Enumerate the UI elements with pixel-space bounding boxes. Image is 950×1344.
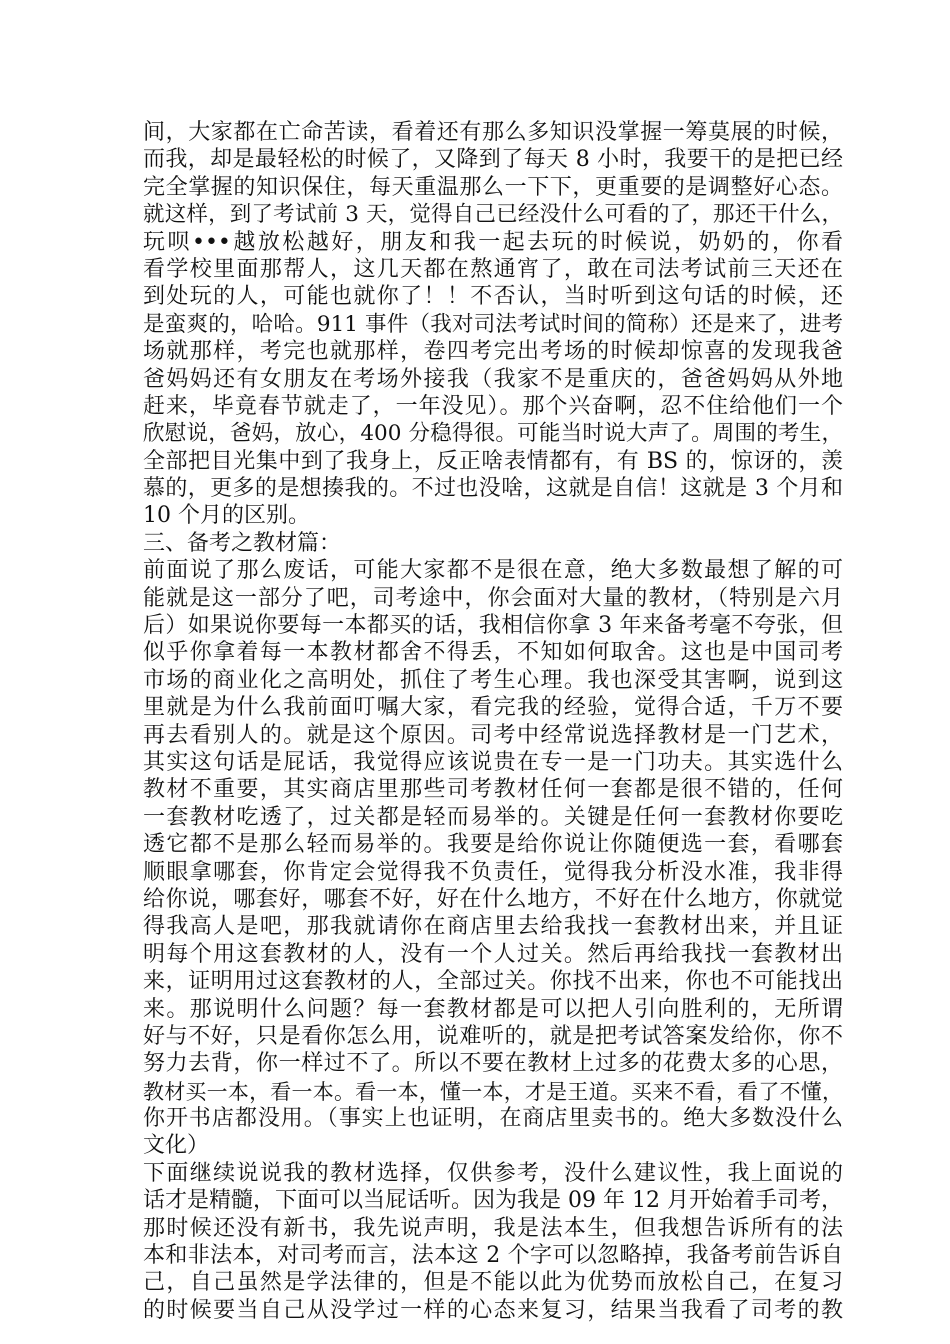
text-line: 给你说，哪套好，哪套不好，好在什么地方，不好在什么地方，你就觉 [143,886,843,912]
text-line: 透它都不是那么轻而易举的。我要是给你说让你随便选一套，看哪套 [143,832,843,858]
text-line: 下面继续说说我的教材选择，仅供参考，没什么建议性，我上面说的 [143,1160,843,1186]
text-line: 完全掌握的知识保住，每天重温那么一下下，更重要的是调整好心态。 [143,174,843,200]
text-line: 一套教材吃透了，过关都是轻而易举的。关键是任何一套教材你要吃 [143,804,843,830]
text-line: 赶来，毕竟春节就走了，一年没见）。那个兴奋啊，忍不住给他们一个 [143,393,843,419]
text-line: 来，证明用过这套教材的人，全部过关。你找不出来，你也不可能找出 [143,969,843,995]
text-line: 全部把目光集中到了我身上，反正啥表情都有，有 BS 的，惊讶的，羡 [143,448,843,474]
text-line: 教材不重要，其实商店里那些司考教材任何一套都是很不错的，任何 [143,777,843,803]
text-line: 就这样，到了考试前 3 天，觉得自己已经没什么可看的了，那还干什么， [143,202,843,228]
text-line: 你开书店都没用。（事实上也证明，在商店里卖书的。绝大多数没什么 [143,1106,843,1132]
text-line: 文化） [143,1133,210,1159]
text-line: 是蛮爽的，哈哈。911 事件（我对司法考试时间的简称）还是来了，进考 [143,311,843,337]
text-line: 到处玩的人，可能也就你了！！不否认，当时听到这句话的时候，还 [143,284,843,310]
text-line: 教材买一本，看一本。看一本，懂一本，才是王道。买来不看，看了不懂， [143,1078,843,1104]
text-line: 欣慰说，爸妈，放心，400 分稳得很。可能当时说大声了。周围的考生， [143,421,843,447]
text-line: 市场的商业化之高明处，抓住了考生心理。我也深受其害啊，说到这 [143,667,843,693]
text-line: 后）如果说你要每一本都买的话，我相信你拿 3 年来备考毫不夸张，但 [143,613,843,639]
text-line: 话才是精髓，下面可以当屁话听。因为我是 09 年 12 月开始着手司考， [143,1188,843,1214]
text-line: 能就是这一部分了吧，司考途中，你会面对大量的教材，（特别是六月 [143,585,843,611]
text-line: 10 个月的区别。 [143,503,310,529]
text-line: 得我高人是吧，那我就请你在商店里去给我找一套教材出来，并且证 [143,914,843,940]
text-line: 慕的，更多的是想揍我的。不过也没啥，这就是自信！这就是 3 个月和 [143,476,843,502]
text-line: 爸妈妈还有女朋友在考场外接我（我家不是重庆的，爸爸妈妈从外地 [143,366,843,392]
text-line: 玩呗•••越放松越好，朋友和我一起去玩的时候说，奶奶的，你看 [143,229,843,255]
text-line: 那时候还没有新书，我先说声明，我是法本生，但我想告诉所有的法 [143,1215,843,1241]
text-line: 本和非法本，对司考而言，法本这 2 个字可以忽略掉，我备考前告诉自 [143,1243,843,1269]
text-line: 己，自己虽然是学法律的，但是不能以此为优势而放松自己，在复习 [143,1270,843,1296]
text-line: 场就那样，考完也就那样，卷四考完出考场的时候却惊喜的发现我爸 [143,339,843,365]
text-line: 努力去背，你一样过不了。所以不要在教材上过多的花费太多的心思， [143,1051,843,1077]
text-line: 前面说了那么废话，可能大家都不是很在意，绝大多数最想了解的可 [143,558,843,584]
text-line: 明每个用这套教材的人，没有一个人过关。然后再给我找一套教材出 [143,941,843,967]
body-text [143,119,843,1324]
text-line: 的时候要当自己从没学过一样的心态来复习，结果当我看了司考的教 [143,1297,843,1323]
text-line: 而我，却是最轻松的时候了，又降到了每天 8 小时，我要干的是把已经 [143,147,843,173]
text-line: 好与不好，只是看你怎么用，说难听的，就是把考试答案发给你，你不 [143,1023,843,1049]
text-line: 似乎你拿着每一本教材都舍不得丢，不知如何取舍。这也是中国司考 [143,640,843,666]
text-line: 看学校里面那帮人，这几天都在熬通宵了，敢在司法考试前三天还在 [143,256,843,282]
text-line: 顺眼拿哪套，你肯定会觉得我不负责任，觉得我分析没水准，我非得 [143,859,843,885]
text-line: 再去看别人的。就是这个原因。司考中经常说选择教材是一门艺术， [143,722,843,748]
text-line: 来。那说明什么问题？每一套教材都是可以把人引向胜利的，无所谓 [143,996,843,1022]
text-line: 间，大家都在亡命苦读，看着还有那么多知识没掌握一筹莫展的时候， [143,120,843,145]
text-line: 其实这句话是屁话，我觉得应该说贵在专一是一门功夫。其实选什么 [143,749,843,775]
section-heading: 三、备考之教材篇： [143,530,342,556]
text-line: 里就是为什么我前面叮嘱大家，看完我的经验，觉得合适，千万不要 [143,695,843,721]
